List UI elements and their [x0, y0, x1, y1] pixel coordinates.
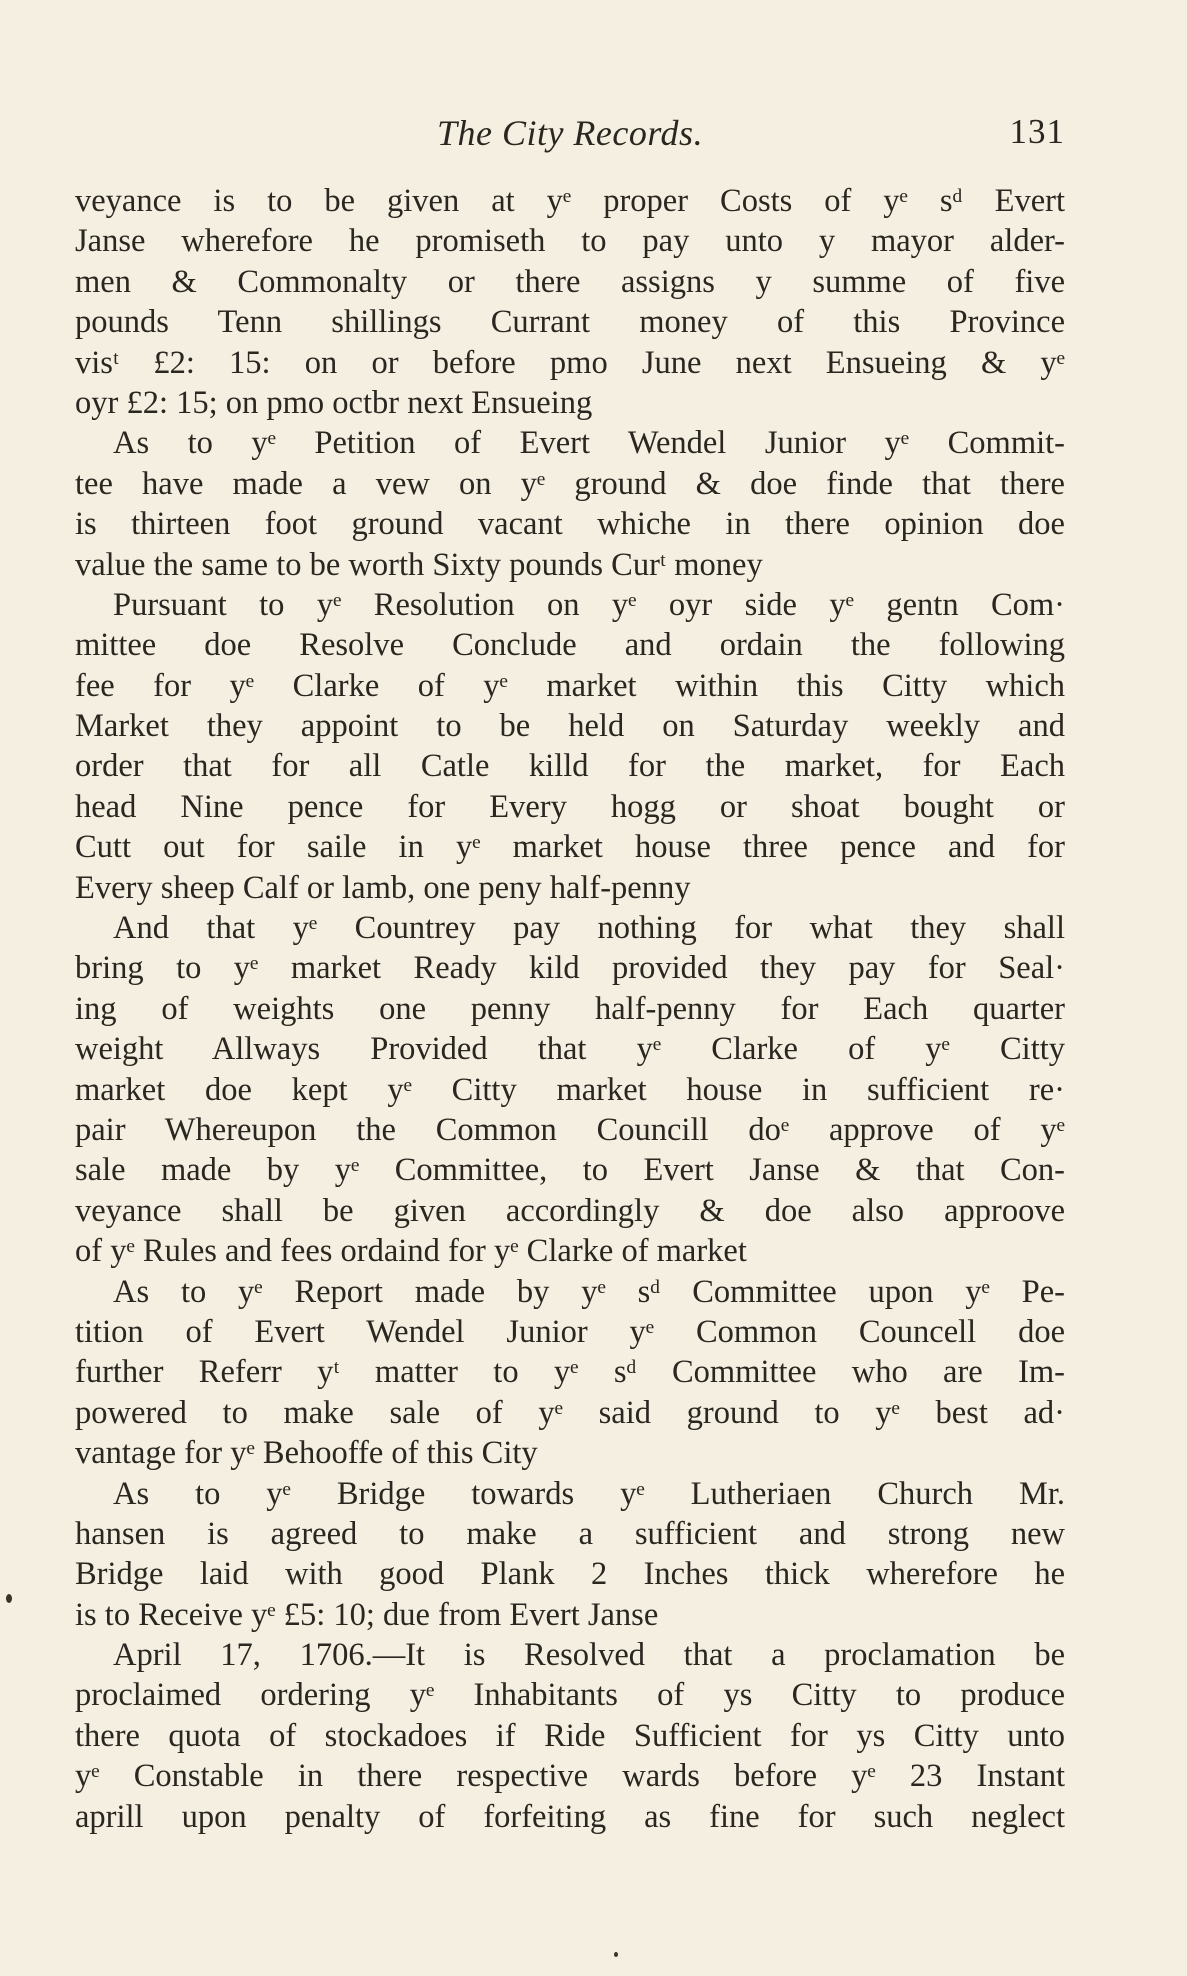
text-line: pair Whereupon the Common Councill doᵉ approve of yᵉ	[75, 1111, 1065, 1148]
text-line: oyr £2: 15; on pmo octbr next Ensueing	[75, 384, 593, 421]
text-line: vantage for yᵉ Behooffe of this City	[75, 1435, 538, 1472]
text-line: fee for yᵉ Clarke of yᵉ market within this Citty which	[75, 667, 1065, 704]
text-line: visᵗ £2: 15: on or before pmo June next Ensueing & yᵉ	[75, 344, 1065, 381]
text-line: tition of Evert Wendel Junior yᵉ Common Councell doe	[75, 1313, 1065, 1350]
text-line: is thirteen foot ground vacant whiche in there opinion doe	[75, 506, 1065, 543]
running-title: The City Records.	[436, 113, 704, 153]
text-line: of yᵉ Rules and fees ordaind for yᵉ Clarke of market	[75, 1233, 747, 1270]
text-line: order that for all Catle killd for the market, for Each	[75, 748, 1065, 785]
text-line: head Nine pence for Every hogg or shoat bought or	[75, 788, 1065, 825]
text-line: further Referr yᵗ matter to yᵉ sᵈ Committee who are Im-	[75, 1354, 1065, 1391]
text-line: hansen is agreed to make a sufficient and strong new	[75, 1515, 1065, 1552]
text-line: aprill upon penalty of forfeiting as fine for such neglect	[75, 1798, 1065, 1835]
text-line: Bridge laid with good Plank 2 Inches thick wherefore he	[75, 1556, 1065, 1593]
text-line: veyance shall be given accordingly & doe also approove	[75, 1192, 1065, 1229]
text-line: Market they appoint to be held on Saturday weekly and	[75, 708, 1065, 745]
text-line: veyance is to be given at yᵉ proper Costs of yᵉ sᵈ Evert	[75, 183, 1065, 219]
page-number: 131	[1009, 112, 1065, 151]
text-line: there quota of stockadoes if Ride Sufficient for ys Citty unto	[75, 1717, 1065, 1754]
body-text	[75, 181, 1065, 1837]
text-line: mittee doe Resolve Conclude and ordain the following	[75, 627, 1065, 664]
text-line: tee have made a vew on yᵉ ground & doe finde that there	[75, 465, 1065, 502]
running-head	[75, 112, 1065, 162]
ink-speck	[6, 1594, 12, 1603]
text-line: bring to yᵉ market Ready kild provided they pay for Seal·	[75, 950, 1065, 987]
paragraph-first-line: And that yᵉ Countrey pay nothing for what they shall	[113, 910, 1065, 947]
paragraph-first-line: Pursuant to yᵉ Resolution on yᵉ oyr side yᵉ gentn Com·	[113, 586, 1065, 623]
paragraph-first-line: April 17, 1706.—It is Resolved that a proclamation be	[113, 1637, 1065, 1674]
paragraph-first-line: As to yᵉ Bridge towards yᵉ Lutheriaen Church Mr.	[113, 1475, 1065, 1512]
text-line: yᵉ Constable in there respective wards before yᵉ 23 Instant	[75, 1758, 1065, 1795]
text-line: Every sheep Calf or lamb, one peny half-penny	[75, 869, 691, 906]
paragraph-first-line: As to yᵉ Petition of Evert Wendel Junior yᵉ Commit-	[113, 425, 1065, 462]
text-line: weight Allways Provided that yᵉ Clarke of yᵉ Citty	[75, 1031, 1065, 1068]
text-line: Janse wherefore he promiseth to pay unto y mayor alder-	[75, 223, 1065, 260]
text-line: value the same to be worth Sixty pounds Curᵗ money	[75, 546, 763, 583]
text-line: sale made by yᵉ Committee, to Evert Janse & that Con-	[75, 1152, 1065, 1189]
paragraph-first-line: As to yᵉ Report made by yᵉ sᵈ Committee upon yᵉ Pe-	[113, 1273, 1065, 1310]
text-line: pounds Tenn shillings Currant money of this Province	[75, 304, 1065, 341]
text-line: powered to make sale of yᵉ said ground to yᵉ best ad·	[75, 1394, 1065, 1431]
text-line: proclaimed ordering yᵉ Inhabitants of ys Citty to produce	[75, 1677, 1065, 1714]
ink-speck	[614, 1952, 618, 1957]
text-line: is to Receive yᵉ £5: 10; due from Evert Janse	[75, 1596, 659, 1633]
text-line: market doe kept yᵉ Citty market house in sufficient re·	[75, 1071, 1065, 1108]
text-line: men & Commonalty or there assigns y summe of five	[75, 263, 1065, 300]
text-line: ing of weights one penny half-penny for Each quarter	[75, 990, 1065, 1027]
text-line: Cutt out for saile in yᵉ market house three pence and for	[75, 829, 1065, 866]
